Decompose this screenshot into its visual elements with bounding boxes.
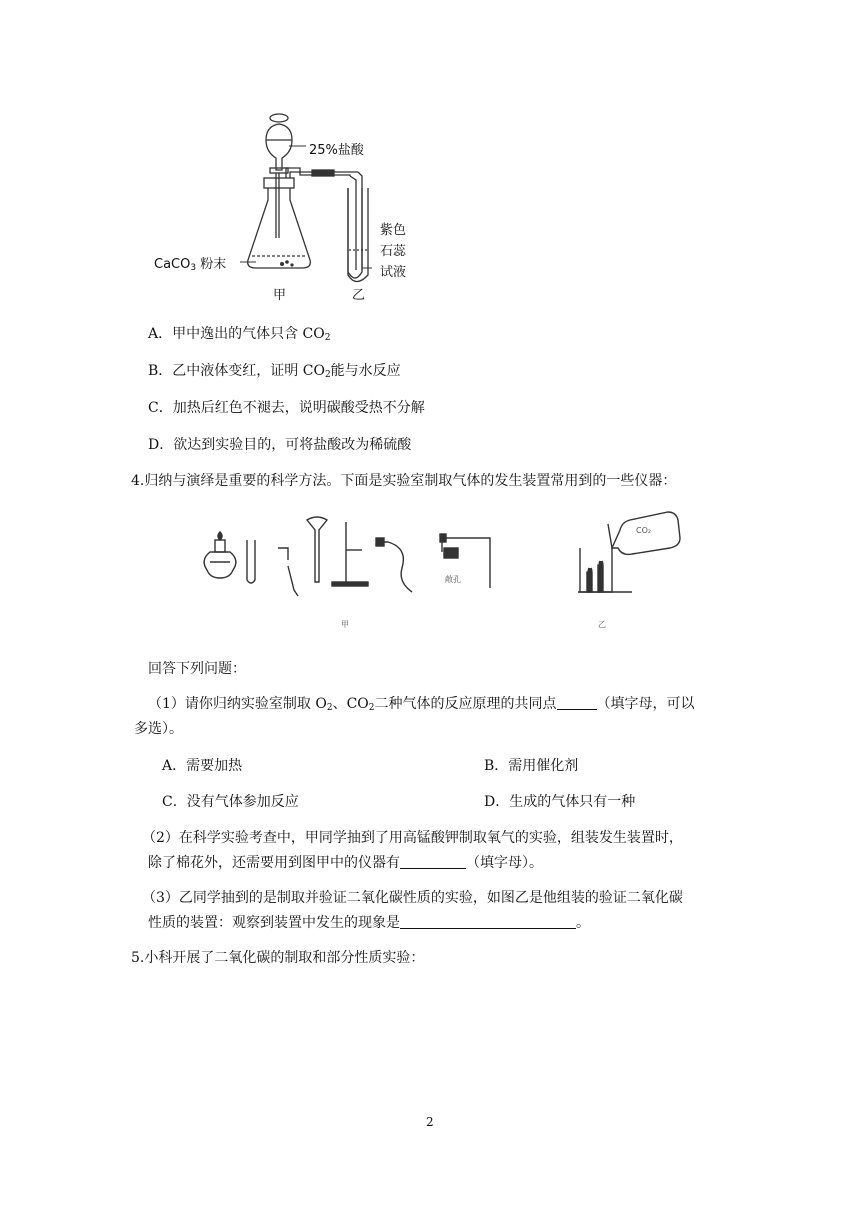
q4-part2-blank[interactable] bbox=[400, 854, 466, 869]
q5-stem: 5.小科开展了二氧化碳的制取和部分性质实验： bbox=[131, 950, 425, 966]
q4-option-b: B．需用催化剂 bbox=[484, 758, 579, 774]
label-litmus-1: 紫色 bbox=[380, 223, 407, 238]
label-holes: 敞孔 bbox=[445, 575, 461, 584]
q4-stem: 4.归纳与演绎是重要的科学方法。下面是实验室制取气体的发生装置常用到的一些仪器： bbox=[131, 473, 677, 489]
label-acid: 25%盐酸 bbox=[309, 143, 364, 158]
q3-option-a: A．甲中逸出的气体只含 $CO_2$ bbox=[148, 326, 331, 343]
caption-jia: 甲 bbox=[273, 288, 287, 303]
fig-caption-left: 甲 bbox=[341, 620, 349, 629]
label-co2-bottle: CO₂ bbox=[636, 526, 652, 535]
fig-caption-right: 乙 bbox=[598, 620, 606, 629]
q4-part3-line1: （3）乙同学抽到的是制取并验证二氧化碳性质的实验，如图乙是他组装的验证二氧化碳 bbox=[142, 890, 683, 906]
q4-part3-blank[interactable] bbox=[400, 914, 576, 929]
label-litmus-2: 石蕊 bbox=[380, 244, 407, 259]
q3-option-b: B．乙中液体变红，证明 $CO_2$能与水反应 bbox=[148, 363, 401, 380]
label-caco3-powder: CaCO$_3$ 粉末 bbox=[154, 257, 227, 273]
q4-part2-line1: （2）在科学实验考查中，甲同学抽到了用高锰酸钾制取氧气的实验，组装发生装置时， bbox=[142, 830, 683, 846]
caption-yi: 乙 bbox=[352, 288, 366, 303]
q4-option-a: A．需要加热 bbox=[162, 758, 243, 774]
q4-part1-line2: 多选）。 bbox=[134, 721, 183, 737]
label-litmus-3: 试液 bbox=[380, 265, 407, 280]
page-number: 2 bbox=[426, 1115, 434, 1129]
q3-option-d: D．欲达到实验目的，可将盐酸改为稀硫酸 bbox=[148, 437, 412, 453]
q4-part1-blank[interactable] bbox=[557, 695, 597, 710]
q3-option-c: C．加热后红色不褪去，说明碳酸受热不分解 bbox=[148, 400, 425, 416]
q4-part3-line2: 性质的装置：观察到装置中发生的现象是 。 bbox=[148, 915, 590, 931]
q4-part1-line1: （1）请你归纳实验室制取 $O_2$、$CO_2$二种气体的反应原理的共同点 （填字母，可以 bbox=[148, 696, 695, 713]
q4-option-c: C．没有气体参加反应 bbox=[162, 794, 299, 810]
q4-part2-line2: 除了棉花外，还需要用到图甲中的仪器有 （填字母）。 bbox=[148, 855, 543, 871]
q4-answer-intro: 回答下列问题： bbox=[148, 661, 246, 677]
q4-option-d: D．生成的气体只有一种 bbox=[484, 794, 636, 810]
